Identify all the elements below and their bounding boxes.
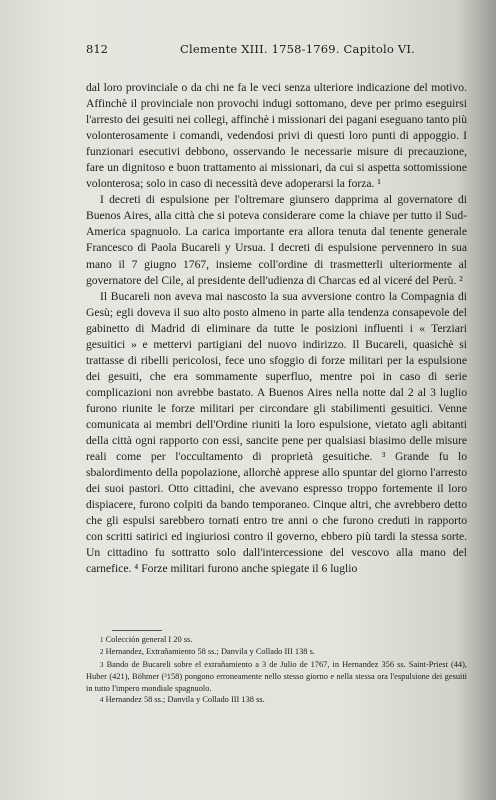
footnote-text: Hernandez 58 ss.; Danvila y Collado III 138 ss. xyxy=(105,695,265,705)
footnote xyxy=(86,694,467,706)
paragraph-continued: dal loro provinciale o da chi ne fa le veci senza ulteriore indicazione del motivo. Affinchè il provinciale non provochi indugi sottomano, deve per primo eseguirsi l'arresto dei gesuiti nei collegi, affinchè i missionari dei pagani eseguano tanto più volonterosamente i comandi, vedendosi privi di questi loro punti di appoggio. I funzionari esecutivi debbono, osservando le necessarie misure di precauzione, fare un dignitoso e buon trattamento ai missionari, da cui si aspetta sottomissione volonterosa; solo in caso di necessità deve adoperarsi la forza. ¹ xyxy=(86,81,467,191)
footnote-text: Colección general I 20 ss. xyxy=(105,635,193,644)
running-title: Clemente XIII. 1758-1769. Capitolo VI. xyxy=(180,42,415,56)
footnote xyxy=(86,659,467,694)
footnote-text: Hernandez, Extrañamiento 58 ss.; Danvila y Collado III 138 s. xyxy=(105,647,315,657)
footnote xyxy=(86,646,467,658)
footnote-number: 4 xyxy=(100,696,104,705)
page-header xyxy=(86,40,460,58)
footnote-number: 1 xyxy=(100,636,104,644)
footnote-text: Bando de Bucareli sobre el extrañamiento a 3 de Julio de 1767, in Hernandez 356 ss. Saint-Priest (44), Huber (421), Böhmer (³158) pongono erroneamente nello stesso giorno e nella stessa ora l'espulsione dei gesuiti in tutto l'impero mondiale spagnuolo. xyxy=(86,659,467,693)
footnote-number: 3 xyxy=(100,660,104,669)
page-number: 812 xyxy=(86,42,108,56)
paragraph: I decreti di espulsione per l'oltremare giunsero dapprima al governatore di Buenos Aires, alla città che si poteva considerare come la chiave per tutto il Sud-America spagnuolo. La carica importante era allora tenuta dal tenente generale Francesco di Paola Bucareli y Ursua. I decreti di espulsione pervennero in sua mano il 7 giugno 1767, insieme coll'ordine di trasmetterli ulteriormente al governatore del Cile, al presidente dell'udienza di Charcas ed al viceré del Perù. ² xyxy=(86,193,467,287)
footnote-number: 2 xyxy=(100,648,104,657)
paragraph: Il Bucareli non aveva mai nascosto la sua avversione contro la Compagnia di Gesù; egli doveva il suo alto posto almeno in parte alla tendenza consapevole del gabinetto di Madrid di eliminare da tutte le posizioni influenti i « Terziari gesuitici » e mettervi partigiani del nuovo indirizzo. Il Bucareli, quasichè si trattasse di ribelli pericolosi, fece uno sfoggio di forze militari per la espulsione dei gesuiti, che era sommamente superfluo, mentre poi in caso di serie complicazioni non avrebbe bastato. A Buenos Aires nella notte dal 2 al 3 luglio furono riunite le forze militari per circondare gli stabilimenti gesuitici. Venne comunicata ai membri dell'Ordine riuniti la loro espulsione, vietato agli abitanti della città ogni rapporto con essi, sancite pene per qualsiasi biasimo delle misure reali come per l'occultamento di proprietà gesuitiche. ³ Grande fu lo sbalordimento della popolazione, allorchè apprese allo spuntar del giorno l'arresto dei suoi pastori. Otto cittadini, che avevano espresso troppo fortemente il loro dispiacere, furono colpiti da bando temporaneo. Cinque altri, che avrebbero detto che gli espulsi sarebbero tornati entro tre anni o che furono creduti in rapporto con scritti satirici ed ingiuriosi contro il governo, ebbero più tardi la stessa sorte. Un cittadino fu sottratto solo dall'intercessione del vescovo alla mano del carnefice. ⁴ Forze militari furono anche spiegate il 6 luglio xyxy=(86,289,467,576)
footnote xyxy=(86,634,467,646)
footnote-divider xyxy=(112,630,162,631)
body-text xyxy=(86,80,467,577)
footnotes xyxy=(86,634,467,706)
